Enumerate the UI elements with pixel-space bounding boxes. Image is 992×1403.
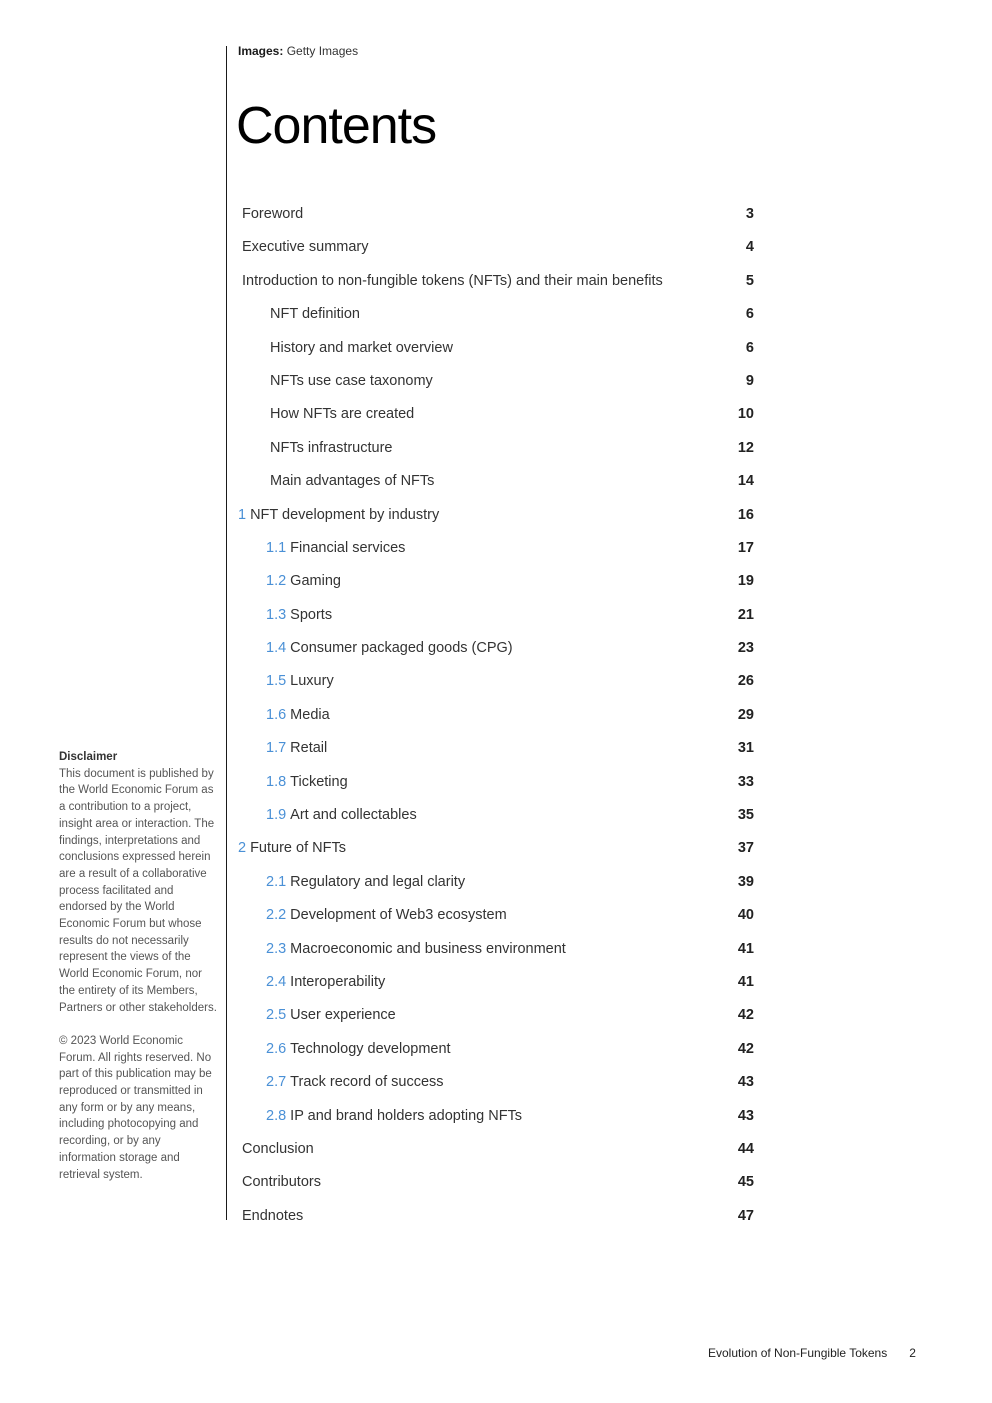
toc-entry-number: 2 (238, 840, 247, 857)
toc-entry-label: Track record of success (290, 1074, 444, 1091)
toc-entry-label: Conclusion (242, 1140, 314, 1157)
toc-entry-page: 5 (745, 272, 754, 289)
image-credit-label: Images: (238, 44, 284, 58)
toc-entry[interactable] (238, 231, 754, 264)
toc-entry-label: Regulatory and legal clarity (290, 873, 466, 890)
page-title: Contents (236, 97, 437, 155)
toc-entry-label: Financial services (290, 539, 406, 556)
toc-entry-number: 2.7 (266, 1074, 287, 1091)
toc-entry-label: Macroeconomic and business environment (290, 940, 566, 957)
toc-entry-label: Technology development (290, 1040, 451, 1057)
toc-subentry[interactable] (238, 565, 754, 598)
toc-entry[interactable] (238, 499, 754, 532)
toc-subentry[interactable] (238, 532, 754, 565)
toc-entry-number: 1.7 (266, 740, 287, 757)
toc-subentry[interactable] (238, 1033, 754, 1066)
toc-entry-page: 14 (737, 473, 754, 490)
toc-entry-number: 1.4 (266, 640, 287, 657)
toc-entry-number: 1.3 (266, 606, 287, 623)
toc-entry-page: 17 (737, 539, 754, 556)
toc-entry-label: Luxury (290, 673, 334, 690)
toc-subentry[interactable] (238, 799, 754, 832)
toc-entry-label: Interoperability (290, 973, 386, 990)
toc-subentry[interactable] (238, 665, 754, 698)
toc-subentry[interactable] (238, 332, 754, 365)
toc-entry-page: 35 (737, 807, 754, 824)
toc-entry-number: 1.2 (266, 573, 287, 590)
table-of-contents (238, 198, 754, 1233)
toc-entry-label: Gaming (290, 573, 341, 590)
toc-entry-page: 9 (745, 372, 754, 389)
toc-entry[interactable] (238, 198, 754, 231)
image-credit (238, 44, 358, 58)
toc-entry-label: User experience (290, 1007, 396, 1024)
copyright-notice: © 2023 World Economic Forum. All rights reserved. No part of this publication may be reproduced or transmitted in any form or by any means, including photocopying and recording, or by any information storage and retrieval system. (59, 1034, 212, 1181)
toc-entry-label: Contributors (242, 1174, 321, 1191)
toc-entry-label: NFT development by industry (250, 506, 440, 523)
toc-subentry[interactable] (238, 465, 754, 498)
toc-entry-label: NFT definition (270, 306, 360, 323)
toc-entry[interactable] (238, 1200, 754, 1233)
footer-document-title: Evolution of Non-Fungible Tokens (708, 1346, 888, 1360)
toc-entry[interactable] (238, 1133, 754, 1166)
toc-subentry[interactable] (238, 1066, 754, 1099)
toc-entry-page: 47 (737, 1207, 754, 1224)
toc-entry-label: History and market overview (270, 339, 453, 356)
toc-entry-number: 2.2 (266, 907, 287, 924)
toc-entry-label: Introduction to non-fungible tokens (NFTs) and their main benefits (242, 272, 663, 289)
toc-entry-page: 6 (745, 339, 754, 356)
toc-entry-page: 4 (745, 239, 754, 256)
page-footer (708, 1346, 916, 1360)
toc-entry-label: Media (290, 706, 330, 723)
toc-entry[interactable] (238, 832, 754, 865)
toc-entry-label: How NFTs are created (270, 406, 415, 423)
toc-entry-number: 1.5 (266, 673, 287, 690)
toc-entry-number: 1.6 (266, 706, 287, 723)
toc-entry-number: 1 (238, 506, 247, 523)
toc-subentry[interactable] (238, 632, 754, 665)
toc-entry-number: 2.1 (266, 873, 287, 890)
vertical-divider (226, 46, 227, 1220)
toc-entry-label: Sports (290, 606, 333, 623)
toc-subentry[interactable] (238, 933, 754, 966)
toc-entry-page: 41 (737, 973, 754, 990)
toc-entry-label: NFTs use case taxonomy (270, 372, 433, 389)
toc-entry-number: 2.5 (266, 1007, 287, 1024)
toc-entry-page: 12 (737, 439, 754, 456)
toc-entry-page: 41 (737, 940, 754, 957)
toc-entry-number: 2.6 (266, 1040, 287, 1057)
toc-entry-label: IP and brand holders adopting NFTs (290, 1107, 523, 1124)
toc-entry-page: 44 (737, 1140, 754, 1157)
toc-subentry[interactable] (238, 966, 754, 999)
toc-entry-page: 10 (737, 406, 754, 423)
toc-subentry[interactable] (238, 432, 754, 465)
toc-entry-page: 43 (737, 1107, 754, 1124)
toc-subentry[interactable] (238, 866, 754, 899)
toc-entry-label: Retail (290, 740, 328, 757)
toc-entry-label: Main advantages of NFTs (270, 473, 435, 490)
toc-entry-page: 16 (737, 506, 754, 523)
disclaimer (59, 749, 219, 1183)
toc-entry-page: 43 (737, 1074, 754, 1091)
toc-entry-label: Future of NFTs (250, 840, 346, 857)
toc-entry[interactable] (238, 265, 754, 298)
toc-entry-page: 23 (737, 640, 754, 657)
toc-subentry[interactable] (238, 999, 754, 1032)
image-credit-value: Getty Images (286, 44, 359, 58)
toc-entry-page: 26 (737, 673, 754, 690)
footer-page-number: 2 (909, 1346, 916, 1360)
toc-entry-page: 31 (737, 740, 754, 757)
disclaimer-body: This document is published by the World Economic Forum as a contribution to a project, insight area or interaction. The findings, interpretations and conclusions expressed herein are a result of a collaborative process facilitated and endorsed by the World Economic Forum but whose results do not necessarily represent the views of the World Economic Forum, nor the entirety of its Members, Partners or other stakeholders. (59, 767, 217, 1014)
toc-entry-label: Ticketing (290, 773, 348, 790)
toc-entry-page: 42 (737, 1007, 754, 1024)
toc-entry-page: 42 (737, 1040, 754, 1057)
toc-entry-page: 39 (737, 873, 754, 890)
toc-subentry[interactable] (238, 365, 754, 398)
toc-subentry[interactable] (238, 398, 754, 431)
toc-entry-number: 1.9 (266, 807, 287, 824)
disclaimer-heading: Disclaimer (59, 751, 118, 763)
toc-entry-label: Consumer packaged goods (CPG) (290, 640, 513, 657)
toc-entry-label: Endnotes (242, 1207, 304, 1224)
toc-entry-label: Foreword (242, 206, 304, 222)
toc-entry-page: 3 (745, 206, 754, 222)
toc-entry-number: 1.1 (266, 539, 287, 556)
toc-subentry[interactable] (238, 599, 754, 632)
toc-subentry[interactable] (238, 766, 754, 799)
toc-subentry[interactable] (238, 298, 754, 331)
toc-entry-label: Development of Web3 ecosystem (290, 907, 507, 924)
toc-subentry[interactable] (238, 899, 754, 932)
toc-entry-page: 33 (737, 773, 754, 790)
toc-entry-page: 45 (737, 1174, 754, 1191)
toc-entry-number: 2.4 (266, 973, 287, 990)
toc-entry-number: 2.3 (266, 940, 287, 957)
toc-entry[interactable] (238, 1166, 754, 1199)
toc-subentry[interactable] (238, 699, 754, 732)
toc-entry-page: 19 (737, 573, 754, 590)
toc-entry-number: 2.8 (266, 1107, 287, 1124)
toc-entry-page: 37 (737, 840, 754, 857)
toc-subentry[interactable] (238, 1100, 754, 1133)
toc-entry-page: 6 (745, 306, 754, 323)
toc-entry-label: Executive summary (242, 239, 369, 256)
toc-subentry[interactable] (238, 732, 754, 765)
toc-entry-page: 29 (737, 706, 754, 723)
toc-entry-page: 40 (737, 907, 754, 924)
toc-entry-page: 21 (737, 606, 754, 623)
toc-entry-label: NFTs infrastructure (270, 439, 393, 456)
toc-entry-label: Art and collectables (290, 807, 417, 824)
toc-entry-number: 1.8 (266, 773, 287, 790)
